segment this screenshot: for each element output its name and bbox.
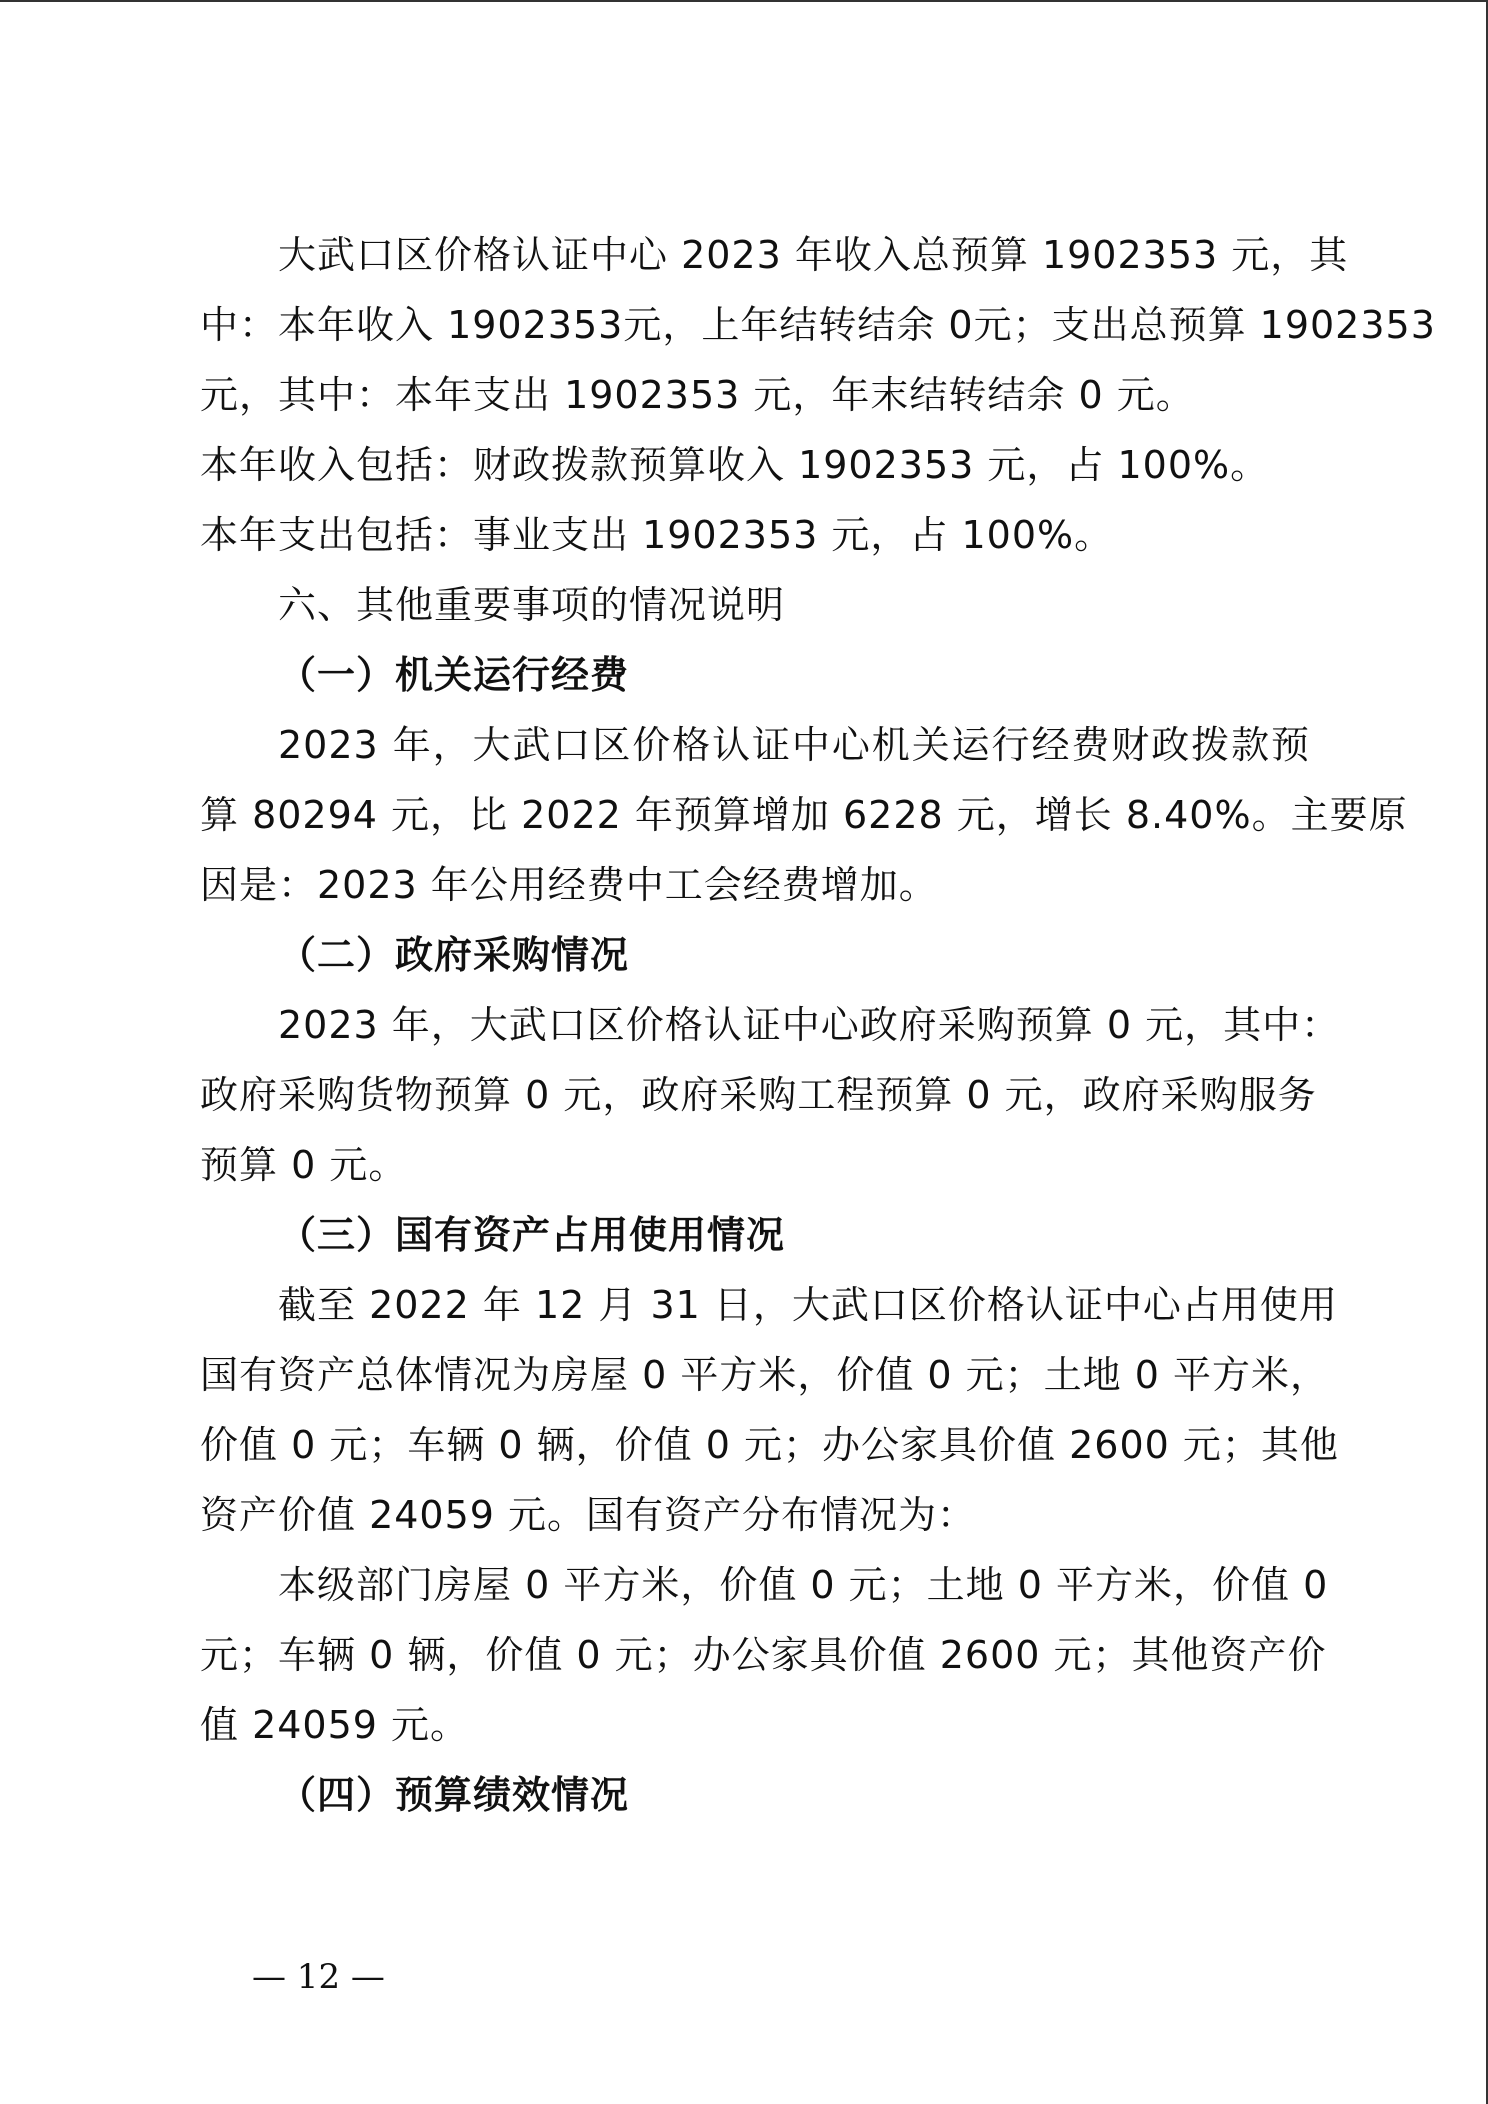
paragraph-line: 算 80294 元，比 2022 年预算增加 6228 元，增长 8.40%。主要原 [200,793,1408,837]
paragraph-line: 价值 0 元；车辆 0 辆，价值 0 元；办公家具价值 2600 元；其他 [200,1423,1339,1467]
paragraph-line: 大武口区价格认证中心 2023 年收入总预算 1902353 元，其 [278,233,1349,277]
paragraph-line: 政府采购货物预算 0 元，政府采购工程预算 0 元，政府采购服务 [200,1073,1317,1117]
paragraph-line: 预算 0 元。 [200,1143,408,1187]
section-heading: 六、其他重要事项的情况说明 [278,583,786,627]
paragraph-line: 截至 2022 年 12 月 31 日，大武口区价格认证中心占用使用 [278,1283,1338,1327]
paragraph-line: 元，其中：本年支出 1902353 元，年末结转结余 0 元。 [200,373,1195,417]
paragraph-line: 本年支出包括：事业支出 1902353 元，占 100%。 [200,513,1114,557]
page-top-border [0,0,1488,2]
paragraph-line: 元；车辆 0 辆，价值 0 元；办公家具价值 2600 元；其他资产价 [200,1633,1327,1677]
subsection-heading: （二）政府采购情况 [278,933,630,977]
subsection-heading: （四）预算绩效情况 [278,1773,630,1817]
subsection-heading: （三）国有资产占用使用情况 [278,1213,786,1257]
paragraph-line: 国有资产总体情况为房屋 0 平方米，价值 0 元；土地 0 平方米， [200,1353,1330,1397]
paragraph-line: 本年收入包括：财政拨款预算收入 1902353 元，占 100%。 [200,443,1270,487]
paragraph-line: 本级部门房屋 0 平方米，价值 0 元；土地 0 平方米，价值 0 [278,1563,1329,1607]
paragraph-line: 2023 年，大武口区价格认证中心政府采购预算 0 元，其中： [278,1003,1341,1047]
document-body [200,220,1436,1830]
paragraph-line: 因是：2023 年公用经费中工会经费增加。 [200,863,938,907]
paragraph-line: 中：本年收入 1902353元，上年结转结余 0元；支出总预算 1902353 [200,303,1436,347]
paragraph-line: 2023 年，大武口区价格认证中心机关运行经费财政拨款预 [278,723,1310,767]
paragraph-line: 资产价值 24059 元。国有资产分布情况为： [200,1493,977,1537]
subsection-heading: （一）机关运行经费 [278,653,630,697]
page-number: — 12 — [252,1957,385,1997]
paragraph-line: 值 24059 元。 [200,1703,470,1747]
